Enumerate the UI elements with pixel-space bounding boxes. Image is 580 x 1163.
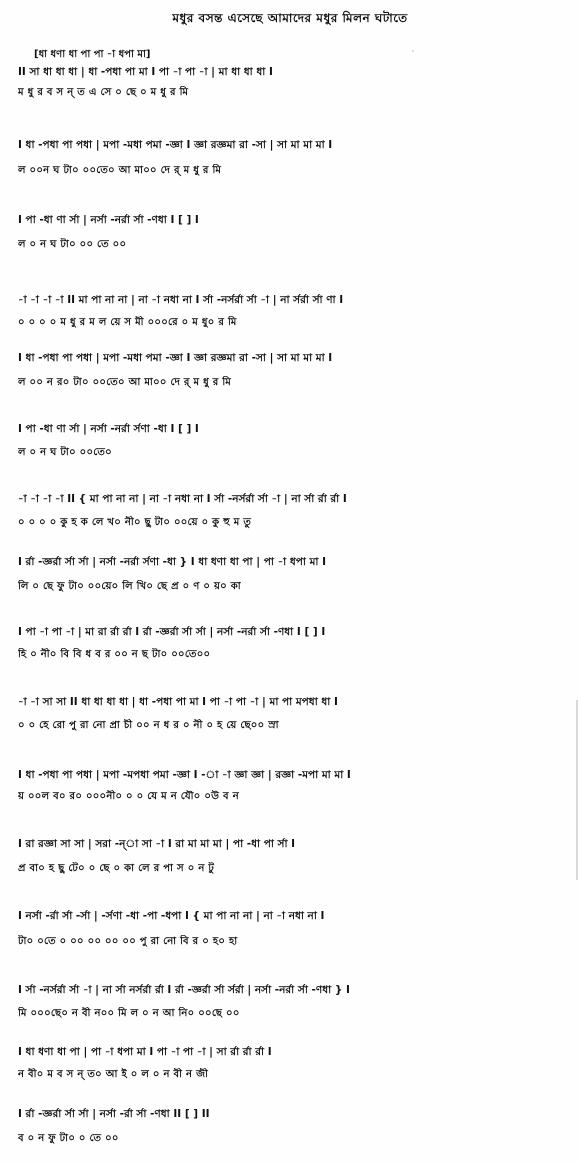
- lyric-line: লি ০ ছে ফু টা০ ০০য়ে০ লি খি০ ছে প্র ০ ণ ০ য়০ কা: [18, 581, 241, 592]
- scan-edge-mark: [576, 700, 578, 880]
- lyric-line: ন বী০ ম ব স ন্ ত০ আ ই ০ ল ০ ন বী ন জী: [18, 1069, 209, 1080]
- swara-line: I ধা -পধা পা পধা | মপা -মধা পমা -জ্ঞা I জ্ঞা রজ্ঞমা রা -সা | সা মা মা মা I: [18, 352, 333, 364]
- swara-line: -া -া -া -া II { মা পা না না | না -া নধা না I র্সা -নর্সর্রা র্সা -া | না র্সা র্রা র্রা I: [18, 493, 347, 505]
- lyric-line: ল ০০ ন র০ টা০ ০০তে০ আ মা০০ দে র্ ম ধু র মি: [18, 377, 232, 388]
- swara-line: II সা ধা ধা ধা | ধা -পধা পা মা I পা -া পা -া | মা ধা ধা ধা I: [18, 66, 273, 78]
- lyric-line: ল ০ ন ঘ টা০ ০০তে০: [18, 447, 112, 458]
- swara-line: -া -া -া -া II মা পা না না | না -া নধা না I র্সা -নর্সর্রা র্সা -া | না র্সর্রা র্সা ণা I: [18, 294, 344, 306]
- swara-line: I নর্সা -র্রা র্সা -র্সা | -র্সণা -ধা -পা -ধপা I { মা পা না না | না -া নধা না I: [18, 910, 325, 922]
- swara-line: I ধা -পধা পা পধা | মপা -মপধা পমা -জ্ঞা I -া -া জ্ঞা জ্ঞা | রজ্ঞা -মপা মা মা I: [18, 769, 351, 781]
- lyric-line: ০ ০ ০ ০ কু হ ক লে খ০ নী০ ছু টা০ ০০য়ে ০ কু হু ম তু: [18, 517, 252, 528]
- lyric-line: য় ০০ল ব০ র০ ০০০নী০ ০ ০ যে ম ন যৌ০ ০উ ব ন: [18, 791, 239, 802]
- lyric-line: ল ০ ন ঘ টা০ ০০ তে ০০: [18, 239, 127, 250]
- lyric-line: ব ০ ন ফু টা০ ০ তে ০০: [18, 1133, 119, 1144]
- swara-line: I ধা ধণা ধা পা | পা -া ধপা মা I পা -া পা -া | সা র্রা র্রা র্রা I: [18, 1046, 272, 1058]
- lyric-line: ০ ০ হে রো পু রা নো প্রা চী ০০ ন ধ র ০ নী ০ হ য়ে ছে০০ স্রা: [18, 720, 279, 731]
- swara-line: I রা রজ্ঞা সা সা | সরা -ন্‌া সা -া I রা মা মা মা | পা -ধা পা র্সা I: [18, 838, 296, 850]
- song-title: মধুর বসন্ত এসেছে আমাদের মধুর মিলন ঘটাতে: [172, 11, 408, 25]
- scan-speck: [412, 50, 414, 52]
- lyric-line: প্র বা০ হ ছু টে০ ০ ছে ০ কা লে র পা স ০ ন টু: [18, 863, 215, 874]
- lyric-line: মি ০০০ছে০ ন বী ন০০ মি ল ০ ন আ নি০ ০০ছে ০০: [18, 1008, 240, 1019]
- lyric-line: হি ০ নী০ বি বি ধ ব র ০০ ন ছ টা০ ০০তে০০: [18, 649, 211, 660]
- swara-line: I র্সা -নর্সর্রা র্সা -া | না র্সা নর্সর্রা র্রা I র্রা -জ্ঞর্রা র্সা র্সর্রা | নর্সা -নর্রা র্সা -ণধা } I: [18, 984, 350, 996]
- swara-line: -া -া সা সা II ধা ধা ধা ধা | ধা -পধা পা মা I পা -া পা -া | মা পা মপধা ধা I: [18, 696, 338, 708]
- swara-line: I পা -ধা ণা র্সা | নর্সা -নর্রা র্সা -ণধা I [ ] I: [18, 214, 199, 226]
- lyric-line: ০ ০ ০ ০ ম ধু র ম ল য়ে স মী ০০০রে ০ ম ধু০ র মি: [18, 317, 237, 328]
- lyric-line: ম ধু র ব স ন্ ত এ সে ০ ছে ০ ম ধু র মি: [18, 87, 189, 98]
- intro-line: [ধা ধণা ধা পা পা -া ধপা মা]: [34, 49, 151, 60]
- lyric-line: টা০ ০তে ০ ০০ ০০ ০০ ০০ পু রা নো বি র ০ হ০ হা: [18, 936, 238, 947]
- swara-line: I র্রা -জ্ঞর্রা র্সা র্সা | নর্সা -নর্রা র্সণা -ধা } I ধা ধণা ধা পা | পা -া ধপা মা I: [18, 556, 327, 568]
- swara-line: I র্রা -জ্ঞর্রা র্সা র্সা | নর্সা -র্রা র্সা -ণধা II [ ] II: [18, 1108, 210, 1120]
- lyric-line: ল ০০ন ঘ টা০ ০০তে০ আ মা০০ দে র্ ম ধু র মি: [18, 165, 222, 176]
- swara-line: I পা -ধা ণা র্সা | নর্সা -নর্রা র্সণা -ধা I [ ] I: [18, 423, 199, 435]
- swara-line: I ধা -পধা পা পধা | মপা -মধা পমা -জ্ঞা I জ্ঞা রজ্ঞমা রা -সা | সা মা মা মা I: [18, 139, 333, 151]
- swara-line: I পা -া পা -া | মা রা র্রা র্রা I র্রা -জ্ঞর্রা র্সা র্সা | নর্সা -নর্রা র্সা -ণধা I [ ] I: [18, 626, 326, 638]
